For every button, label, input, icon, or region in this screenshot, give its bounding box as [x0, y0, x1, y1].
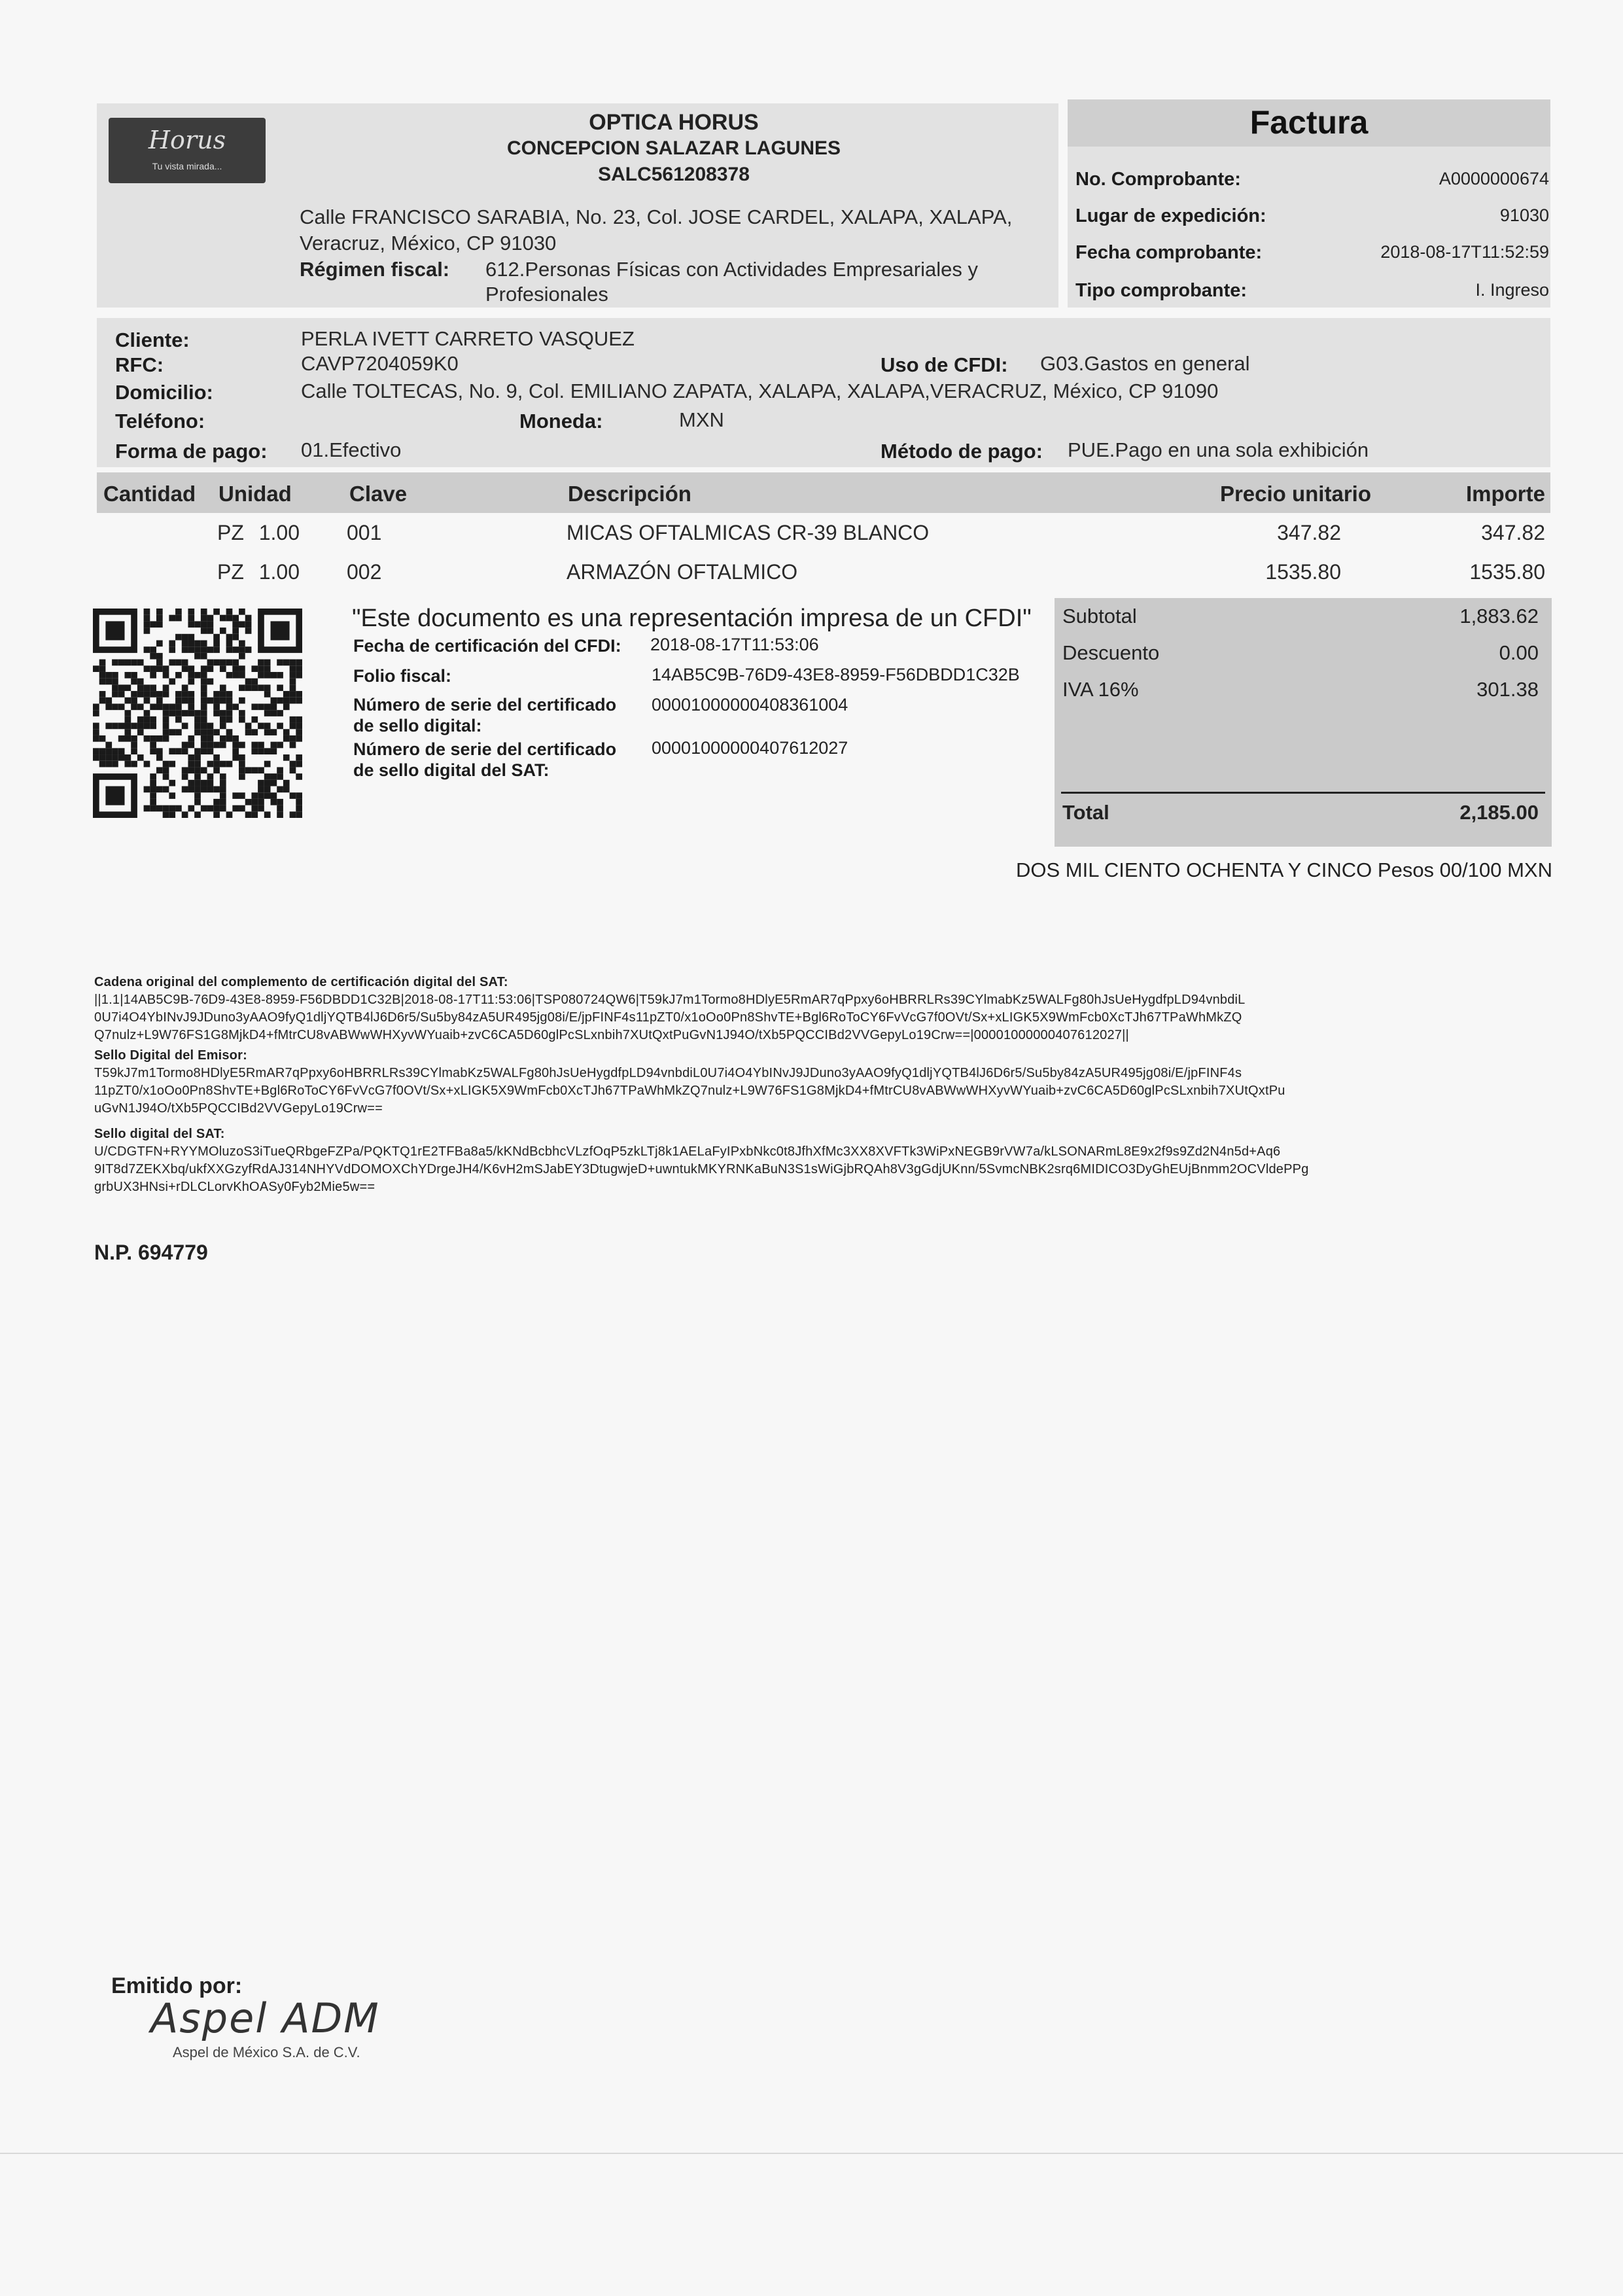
descuento-value: 0.00	[1499, 641, 1539, 664]
items-table-header	[97, 472, 1550, 513]
sello-emisor-line: uGvN1J94O/tXb5PQCCIBd2VVGepyLo19Crw==	[94, 1101, 383, 1116]
table-row	[97, 560, 1550, 589]
comprobante-label: No. Comprobante:	[1075, 169, 1241, 190]
regimen-value-line2: Profesionales	[485, 283, 608, 306]
cadena-line: ||1.1|14AB5C9B-76D9-43E8-8959-F56DBDD1C32B|2018-08-17T11:53:06|TSP080724QW6|T59kJ7m1Tormo8HDlyE5RmAR7qPpxy6oHBRRLRs39CYlmabKz5WALFg80hJsUeHygdfpLD94vnbdiL	[94, 993, 1246, 1007]
uso-cfdi-label: Uso de CFDI:	[881, 353, 1008, 376]
rfc-label: RFC:	[115, 353, 164, 376]
telefono-label: Teléfono:	[115, 410, 205, 433]
lugar-value: 91030	[1499, 205, 1549, 225]
fecha-label: Fecha comprobante:	[1075, 242, 1263, 263]
row-descripcion: ARMAZÓN OFTALMICO	[567, 560, 798, 584]
tipo-value: I. Ingreso	[1475, 280, 1549, 300]
issuer-name: OPTICA HORUS	[589, 110, 759, 135]
col-descripcion: Descripción	[568, 482, 691, 506]
row-precio: 347.82	[1277, 521, 1341, 544]
rfc-value: CAVP7204059K0	[301, 352, 459, 375]
total-label: Total	[1062, 801, 1109, 824]
page-edge-line	[0, 2153, 1623, 2154]
iva-value: 301.38	[1476, 678, 1539, 701]
issuer-address-line1: Calle FRANCISCO SARABIA, No. 23, Col. JOSE CARDEL, XALAPA, XALAPA,	[300, 205, 1013, 228]
cadena-line: 0U7i4O4YbINvJ9JDuno3yAAO9fyQ1dljYQTB4lJ6D6r5/Su5by84zA5UR495jg08i/E/jpFINF4s11pZT0/x1oOo0Pn8ShvTE+Bgl6RoToCY6FvVcG7f0OVt/Sx+xLIGK5X9WmFcb0XcTJh67TPaWhMkZQ	[94, 1010, 1242, 1025]
folio-fiscal-value: 14AB5C9B-76D9-43E8-8959-F56DBDD1C32B	[652, 665, 1020, 684]
cliente-label: Cliente:	[115, 328, 190, 351]
row-unidad: PZ	[217, 521, 244, 544]
totals-divider	[1061, 792, 1545, 794]
iva-label: IVA 16%	[1062, 678, 1139, 701]
descuento-label: Descuento	[1062, 641, 1160, 664]
row-importe: 347.82	[1481, 521, 1545, 544]
row-unidad: PZ	[217, 560, 244, 584]
fecha-cert-label: Fecha de certificación del CFDI:	[353, 636, 621, 656]
col-unidad: Unidad	[218, 482, 292, 506]
serie-sat-value: 00001000000407612027	[652, 738, 848, 758]
regimen-label: Régimen fiscal:	[300, 258, 450, 281]
cadena-label: Cadena original del complemento de certificación digital del SAT:	[94, 975, 508, 989]
totals-box	[1055, 598, 1552, 847]
domicilio-label: Domicilio:	[115, 381, 213, 404]
sello-sat-line: 9IT8d7ZEKXbq/ukfXXGzyfRdAJ314NHYVdDOMOXChYDrgeJH4/K6vH2mSJabEY3DtugwjeD+uwntukMKYRNKaBuN3S1sWiGjbRQAh8V3gGdjUKnn/5SvmcNBK2srq6MIDICO3DyGhEUjBnmm2OCVldePPg	[94, 1162, 1309, 1176]
forma-pago-value: 01.Efectivo	[301, 438, 402, 461]
cadena-line: Q7nulz+L9W76FS1G8MjkD4+fMtrCU8vABWwWHXyvWYuaib+zvC6CA5D60glPcSLxnbih7XUtQxtPuGvN1J94O/tXb5PQCCIBd2VVGepyLo19Crw==|00001000000407612027||	[94, 1028, 1129, 1042]
aspel-brand-sub: Aspel de México S.A. de C.V.	[173, 2044, 360, 2060]
comprobante-value: A0000000674	[1439, 169, 1549, 188]
total-in-words: DOS MIL CIENTO OCHENTA Y CINCO Pesos 00/100 MXN	[1015, 858, 1552, 881]
forma-pago-label: Forma de pago:	[115, 440, 268, 463]
sello-emisor-line: T59kJ7m1Tormo8HDlyE5RmAR7qPpxy6oHBRRLRs39CYlmabKz5WALFg80hJsUeHygdfpLD94vnbdiL0U7i4O4YbINvJ9JDuno3yAAO9fyQ1dljYQTB4lJ6D6r5/Su5by84zA5UR495jg08i/E/jpFINF4s	[94, 1066, 1242, 1080]
issuer-address-line2: Veracruz, México, CP 91030	[300, 232, 557, 255]
moneda-label: Moneda:	[519, 410, 603, 433]
col-cantidad: Cantidad	[103, 482, 196, 506]
metodo-pago-value: PUE.Pago en una sola exhibición	[1068, 438, 1369, 461]
qr-code-icon	[93, 609, 302, 818]
row-cantidad: 1.00	[258, 560, 300, 584]
col-importe: Importe	[1465, 482, 1545, 506]
serie-sat-label-2: de sello digital del SAT:	[353, 760, 550, 780]
row-precio: 1535.80	[1265, 560, 1341, 584]
row-clave: 002	[347, 560, 382, 584]
sello-sat-label: Sello digital del SAT:	[94, 1127, 225, 1141]
regimen-value-line1: 612.Personas Físicas con Actividades Empresariales y	[485, 258, 978, 281]
serie-emisor-value: 00001000000408361004	[652, 695, 848, 715]
lugar-label: Lugar de expedición:	[1075, 205, 1266, 226]
sello-emisor-label: Sello Digital del Emisor:	[94, 1048, 247, 1063]
total-value: 2,185.00	[1459, 801, 1539, 824]
cfdi-representation: "Este documento es una representación impresa de un CFDI"	[352, 605, 1032, 632]
uso-cfdi-value: G03.Gastos en general	[1040, 352, 1250, 375]
row-clave: 001	[347, 521, 382, 544]
emitido-label: Emitido por:	[111, 1973, 243, 1998]
serie-emisor-label: Número de serie del certificado	[353, 695, 617, 715]
sello-sat-line: U/CDGTFN+RYYMOluzoS3iTueQRbgeFZPa/PQKTQ1rE2TFBa8a5/kKNdBcbhcVLzfOqP5zkLTj8k1AELaFyIPxbNkc0t8JfhXfMc3XX8XVFTk3WiPxNEGB9rVW7a/kLSONARmL8E9x2f9s9Zd2N4n5d+Aq6	[94, 1144, 1281, 1159]
col-clave: Clave	[349, 482, 408, 506]
row-cantidad: 1.00	[258, 521, 300, 544]
subtotal-label: Subtotal	[1062, 605, 1137, 627]
issuer-rfc: SALC561208378	[598, 164, 750, 185]
serie-sat-label: Número de serie del certificado	[353, 739, 617, 759]
subtotal-value: 1,883.62	[1459, 605, 1539, 627]
col-precio: Precio unitario	[1219, 482, 1371, 506]
np-number: N.P. 694779	[94, 1241, 208, 1264]
table-row	[97, 521, 1550, 550]
invoice-title: Factura	[1249, 104, 1369, 141]
fecha-value: 2018-08-17T11:52:59	[1380, 242, 1549, 262]
aspel-brand-logo: Aspel ADM	[150, 1994, 380, 2042]
row-importe: 1535.80	[1469, 560, 1545, 584]
tipo-label: Tipo comprobante:	[1075, 280, 1248, 301]
serie-emisor-label-2: de sello digital:	[353, 716, 482, 735]
sello-emisor-line: 11pZT0/x1oOo0Pn8ShvTE+Bgl6RoToCY6FvVcG7f0OVt/Sx+xLIGK5X9WmFcb0XcTJh67TPaWhMkZQ7nulz+L9W76FS1G8MjkD4+fMtrCU8vABWwWHXyvWYuaib+zvC6CA5D60glPcSLxnbih7XUtQxtPu	[94, 1084, 1285, 1098]
optica-horus-logo: Horus Tu vista mirada...	[109, 118, 266, 183]
cliente-value: PERLA IVETT CARRETO VASQUEZ	[301, 327, 635, 350]
issuer-owner: CONCEPCION SALAZAR LAGUNES	[506, 137, 841, 159]
folio-fiscal-label: Folio fiscal:	[353, 666, 452, 686]
domicilio-value: Calle TOLTECAS, No. 9, Col. EMILIANO ZAPATA, XALAPA, XALAPA,VERACRUZ, México, CP 91090	[301, 380, 1219, 402]
fecha-cert-value: 2018-08-17T11:53:06	[650, 635, 819, 654]
moneda-value: MXN	[679, 408, 724, 431]
row-descripcion: MICAS OFTALMICAS CR-39 BLANCO	[567, 521, 930, 544]
metodo-pago-label: Método de pago:	[881, 440, 1043, 463]
sello-sat-line: grbUX3HNsi+rDLCLorvKhOASy0Fyb2Mie5w==	[94, 1180, 375, 1194]
